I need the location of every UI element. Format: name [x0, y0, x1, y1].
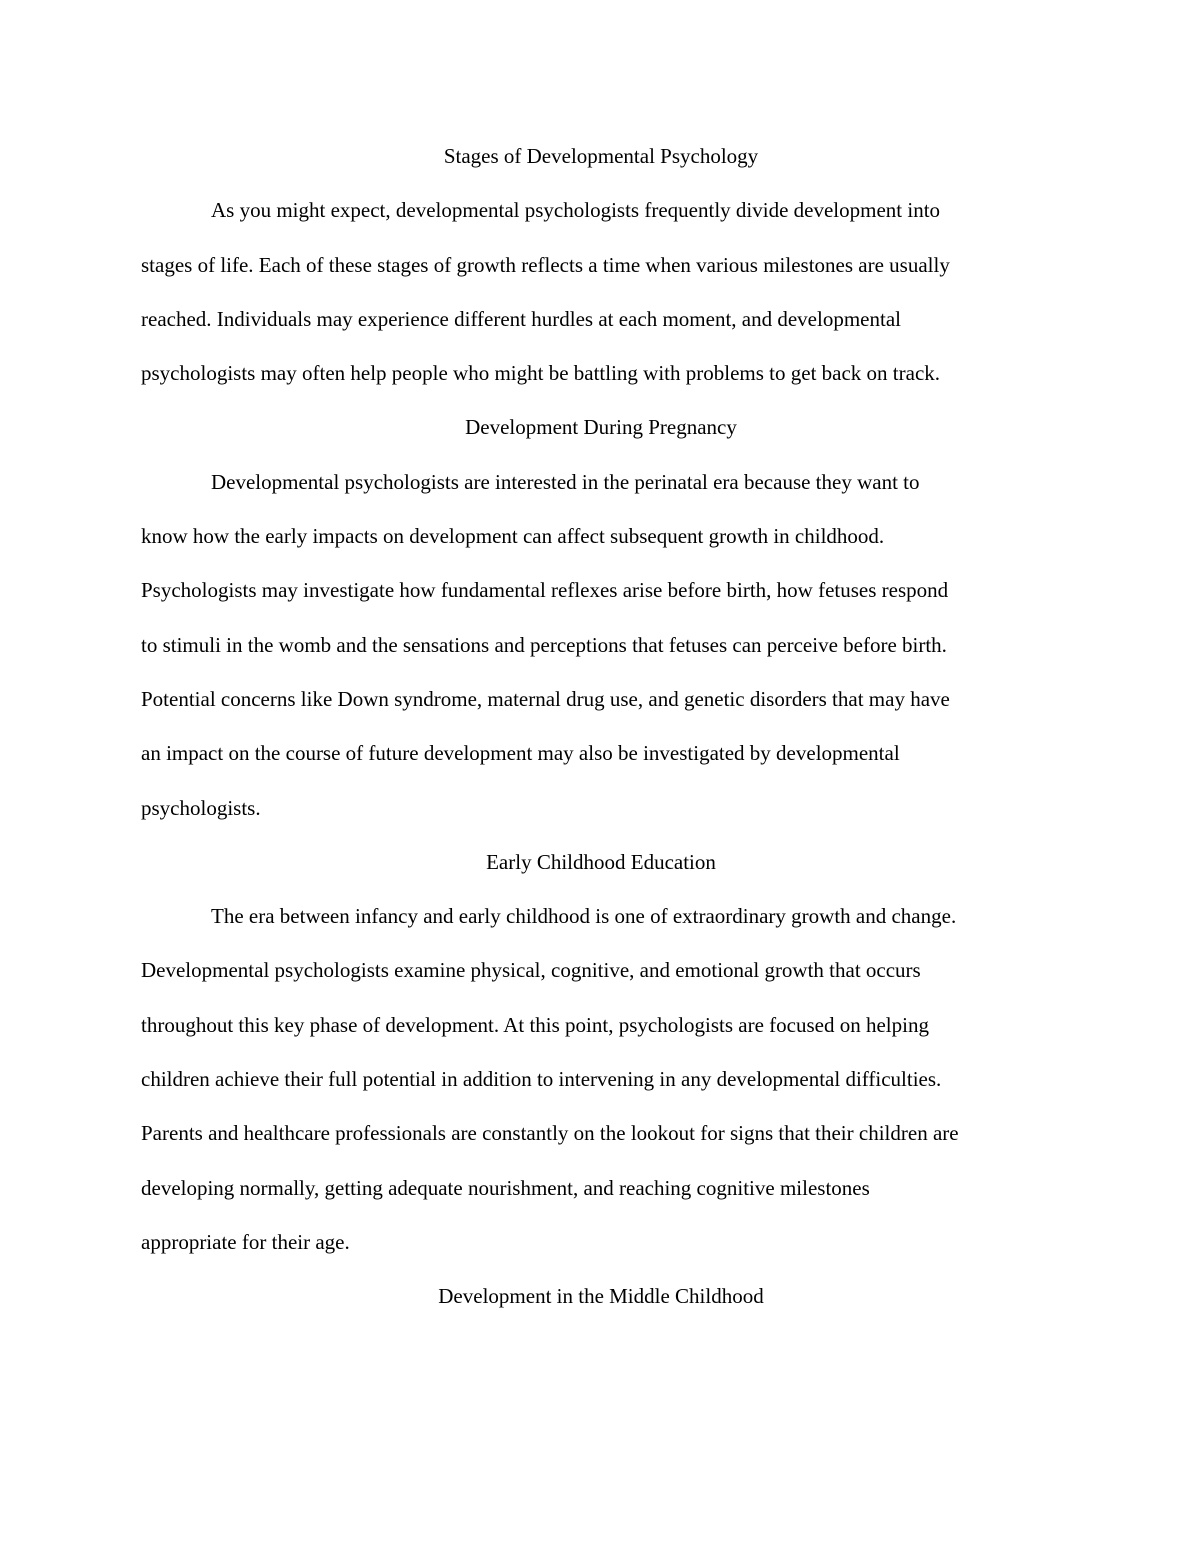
- paragraph-line: reached. Individuals may experience different hurdles at each moment, and developmental: [141, 306, 901, 331]
- paragraph-line: know how the early impacts on development can affect subsequent growth in childhood.: [141, 524, 885, 549]
- document-body: [141, 129, 1061, 1324]
- paragraph-line: As you might expect, developmental psychologists frequently divide development into: [211, 198, 941, 223]
- section-heading: Early Childhood Education: [486, 849, 716, 874]
- paragraph-line: psychologists.: [141, 795, 261, 820]
- paragraph-line: an impact on the course of future development may also be investigated by developmental: [141, 741, 900, 766]
- paragraph-early-childhood: [141, 889, 1061, 1269]
- document-title: Stages of Developmental Psychology: [443, 144, 759, 168]
- paragraph-line: children achieve their full potential in addition to intervening in any developmental difficulties.: [141, 1067, 942, 1092]
- section-heading: Development During Pregnancy: [465, 415, 737, 440]
- paragraph-line: stages of life. Each of these stages of growth reflects a time when various milestones are usually: [141, 252, 950, 277]
- paragraph-line: Developmental psychologists are interested in the perinatal era because they want to: [211, 469, 920, 494]
- paragraph-pregnancy: [141, 455, 1061, 835]
- paragraph-line: Developmental psychologists examine physical, cognitive, and emotional growth that occurs: [141, 958, 921, 983]
- paragraph-line: throughout this key phase of development. At this point, psychologists are focused on helping: [141, 1012, 929, 1037]
- paragraph-line: Psychologists may investigate how fundamental reflexes arise before birth, how fetuses respond: [141, 578, 949, 603]
- paragraph-line: developing normally, getting adequate nourishment, and reaching cognitive milestones: [141, 1175, 870, 1200]
- paragraph-line: psychologists may often help people who might be battling with problems to get back on track.: [141, 361, 941, 386]
- paragraph-line: appropriate for their age.: [141, 1229, 350, 1254]
- paragraph-line: to stimuli in the womb and the sensations and perceptions that fetuses can perceive before birth.: [141, 632, 947, 657]
- paragraph-intro: [141, 183, 1061, 400]
- paragraph-line: Potential concerns like Down syndrome, maternal drug use, and genetic disorders that may have: [141, 686, 950, 711]
- paragraph-line: Parents and healthcare professionals are constantly on the lookout for signs that their children are: [141, 1121, 959, 1146]
- paragraph-line: The era between infancy and early childhood is one of extraordinary growth and change.: [211, 904, 957, 929]
- section-heading: Development in the Middle Childhood: [438, 1284, 764, 1309]
